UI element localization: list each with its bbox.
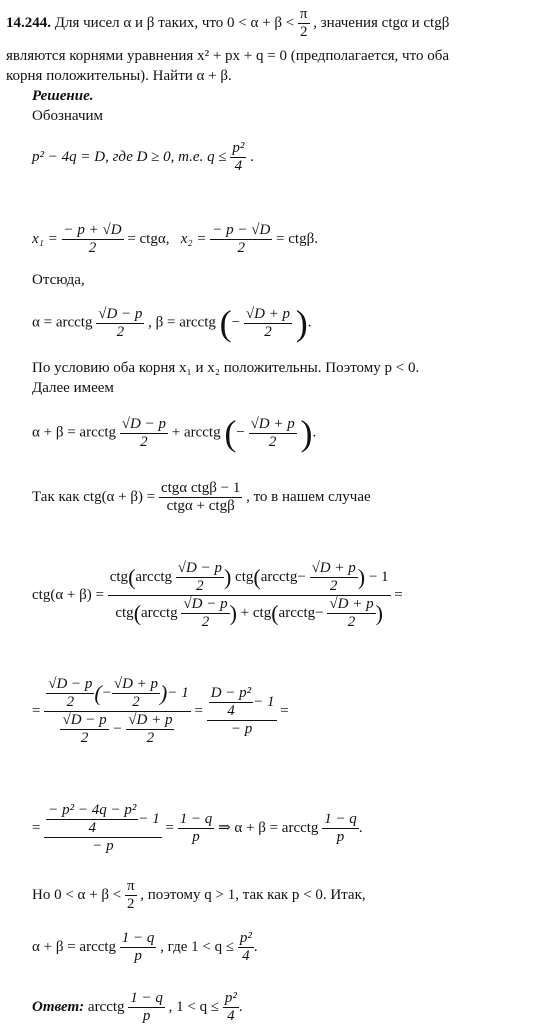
eq-simplify-1: = $\frac{√D - p}{2}$ (− $\frac{√D + p}{2}$ )− 1 $\frac{√D - p}{2}$ − $\frac{√D + p}{2}$ = $\frac{\text{D − p²}}{4}$ − 1 − p = [32, 676, 289, 746]
problem-line-2: являются корнями уравнения x² + px + q = 0 (предполагается, что оба [6, 48, 449, 64]
x2-frac: $\frac{- p - √D}{2}$ [212, 222, 271, 256]
solution-heading: Решение. [32, 88, 94, 104]
condition-line: По условию оба корня x₁ и x₂ положительны. Поэтому p < 0. [32, 360, 420, 376]
eq-alpha-beta: α = arcctg $\frac{√D - p}{2}$ , β = arcctg (− $\frac{√D + p}{2}$ ). [32, 303, 312, 343]
answer-label: Ответ: [32, 998, 85, 1015]
pi-over-2: $\frac{\pi}{2}$ [299, 6, 308, 40]
eq-discriminant: p² − 4q = D, где D ≥ 0, т.е. q ≤ $\frac{\text{p²}}{4}$ . [32, 140, 254, 174]
denote-text: Обозначим [32, 108, 104, 124]
dalee-text: Далее имеем [32, 380, 114, 396]
x1-frac: $\frac{- p + √D}{2}$ [63, 222, 122, 256]
answer-line: Ответ: arcctg $\frac{1 - q}{p}$ , 1 < q ≤ $\frac{\text{p²}}{4}$ . [32, 990, 243, 1024]
eq-roots: x₁ = $\frac{- p + √D}{2}$ = ctgα, x₂ = $\frac{- p - √D}{2}$ = ctgβ. [32, 222, 318, 256]
eq-big-fraction: ctg(α + β) = ctg(arcctg $\frac{√D - p}{2}$ ) ctg(arcctg− $\frac{√D + p}{2}$ ) − 1 ctg(arcctg $\frac{√D - p}{2}$ ) + ctg(arcctg− $\frac{√D + p}{2}$ ) = [32, 560, 403, 630]
eq-sum: α + β = arcctg $\frac{√D - p}{2}$ + arcctg (− $\frac{√D + p}{2}$ ). [32, 413, 317, 453]
problem-line-3: корня положительны). Найти α + β. [6, 68, 232, 84]
condition-no: Но 0 < α + β < $\frac{\pi}{2}$ , поэтому q > 1, так как p < 0. Итак, [32, 878, 366, 912]
problem-text-1b: , значения ctgα и ctgβ [313, 14, 450, 31]
p2-over-4: $\frac{\text{p²}}{4}$ [232, 140, 245, 174]
eq-simplify-2: = $\frac{\text{− p² − 4q − p²}}{4}$ − 1 − p = $\frac{1 - q}{p}$ ⇒ α + β = arcctg $\frac{1 - q}{p}$ . [32, 802, 363, 854]
problem-text-1a: Для чисел α и β таких, что 0 < α + β < [54, 14, 295, 31]
eq-ctg-sum: Так как ctg(α + β) = $\frac{\text{ctgα ctgβ − 1}}{\text{ctgα + ctgβ}}$ , то в нашем случае [32, 480, 371, 514]
problem-line-1 [6, 6, 449, 41]
eq-final: α + β = arcctg $\frac{1 - q}{p}$ , где 1 < q ≤ $\frac{\text{p²}}{4}$ . [32, 930, 258, 964]
problem-number: 14.244. [6, 14, 51, 31]
otsyuda-text: Отсюда, [32, 272, 85, 288]
